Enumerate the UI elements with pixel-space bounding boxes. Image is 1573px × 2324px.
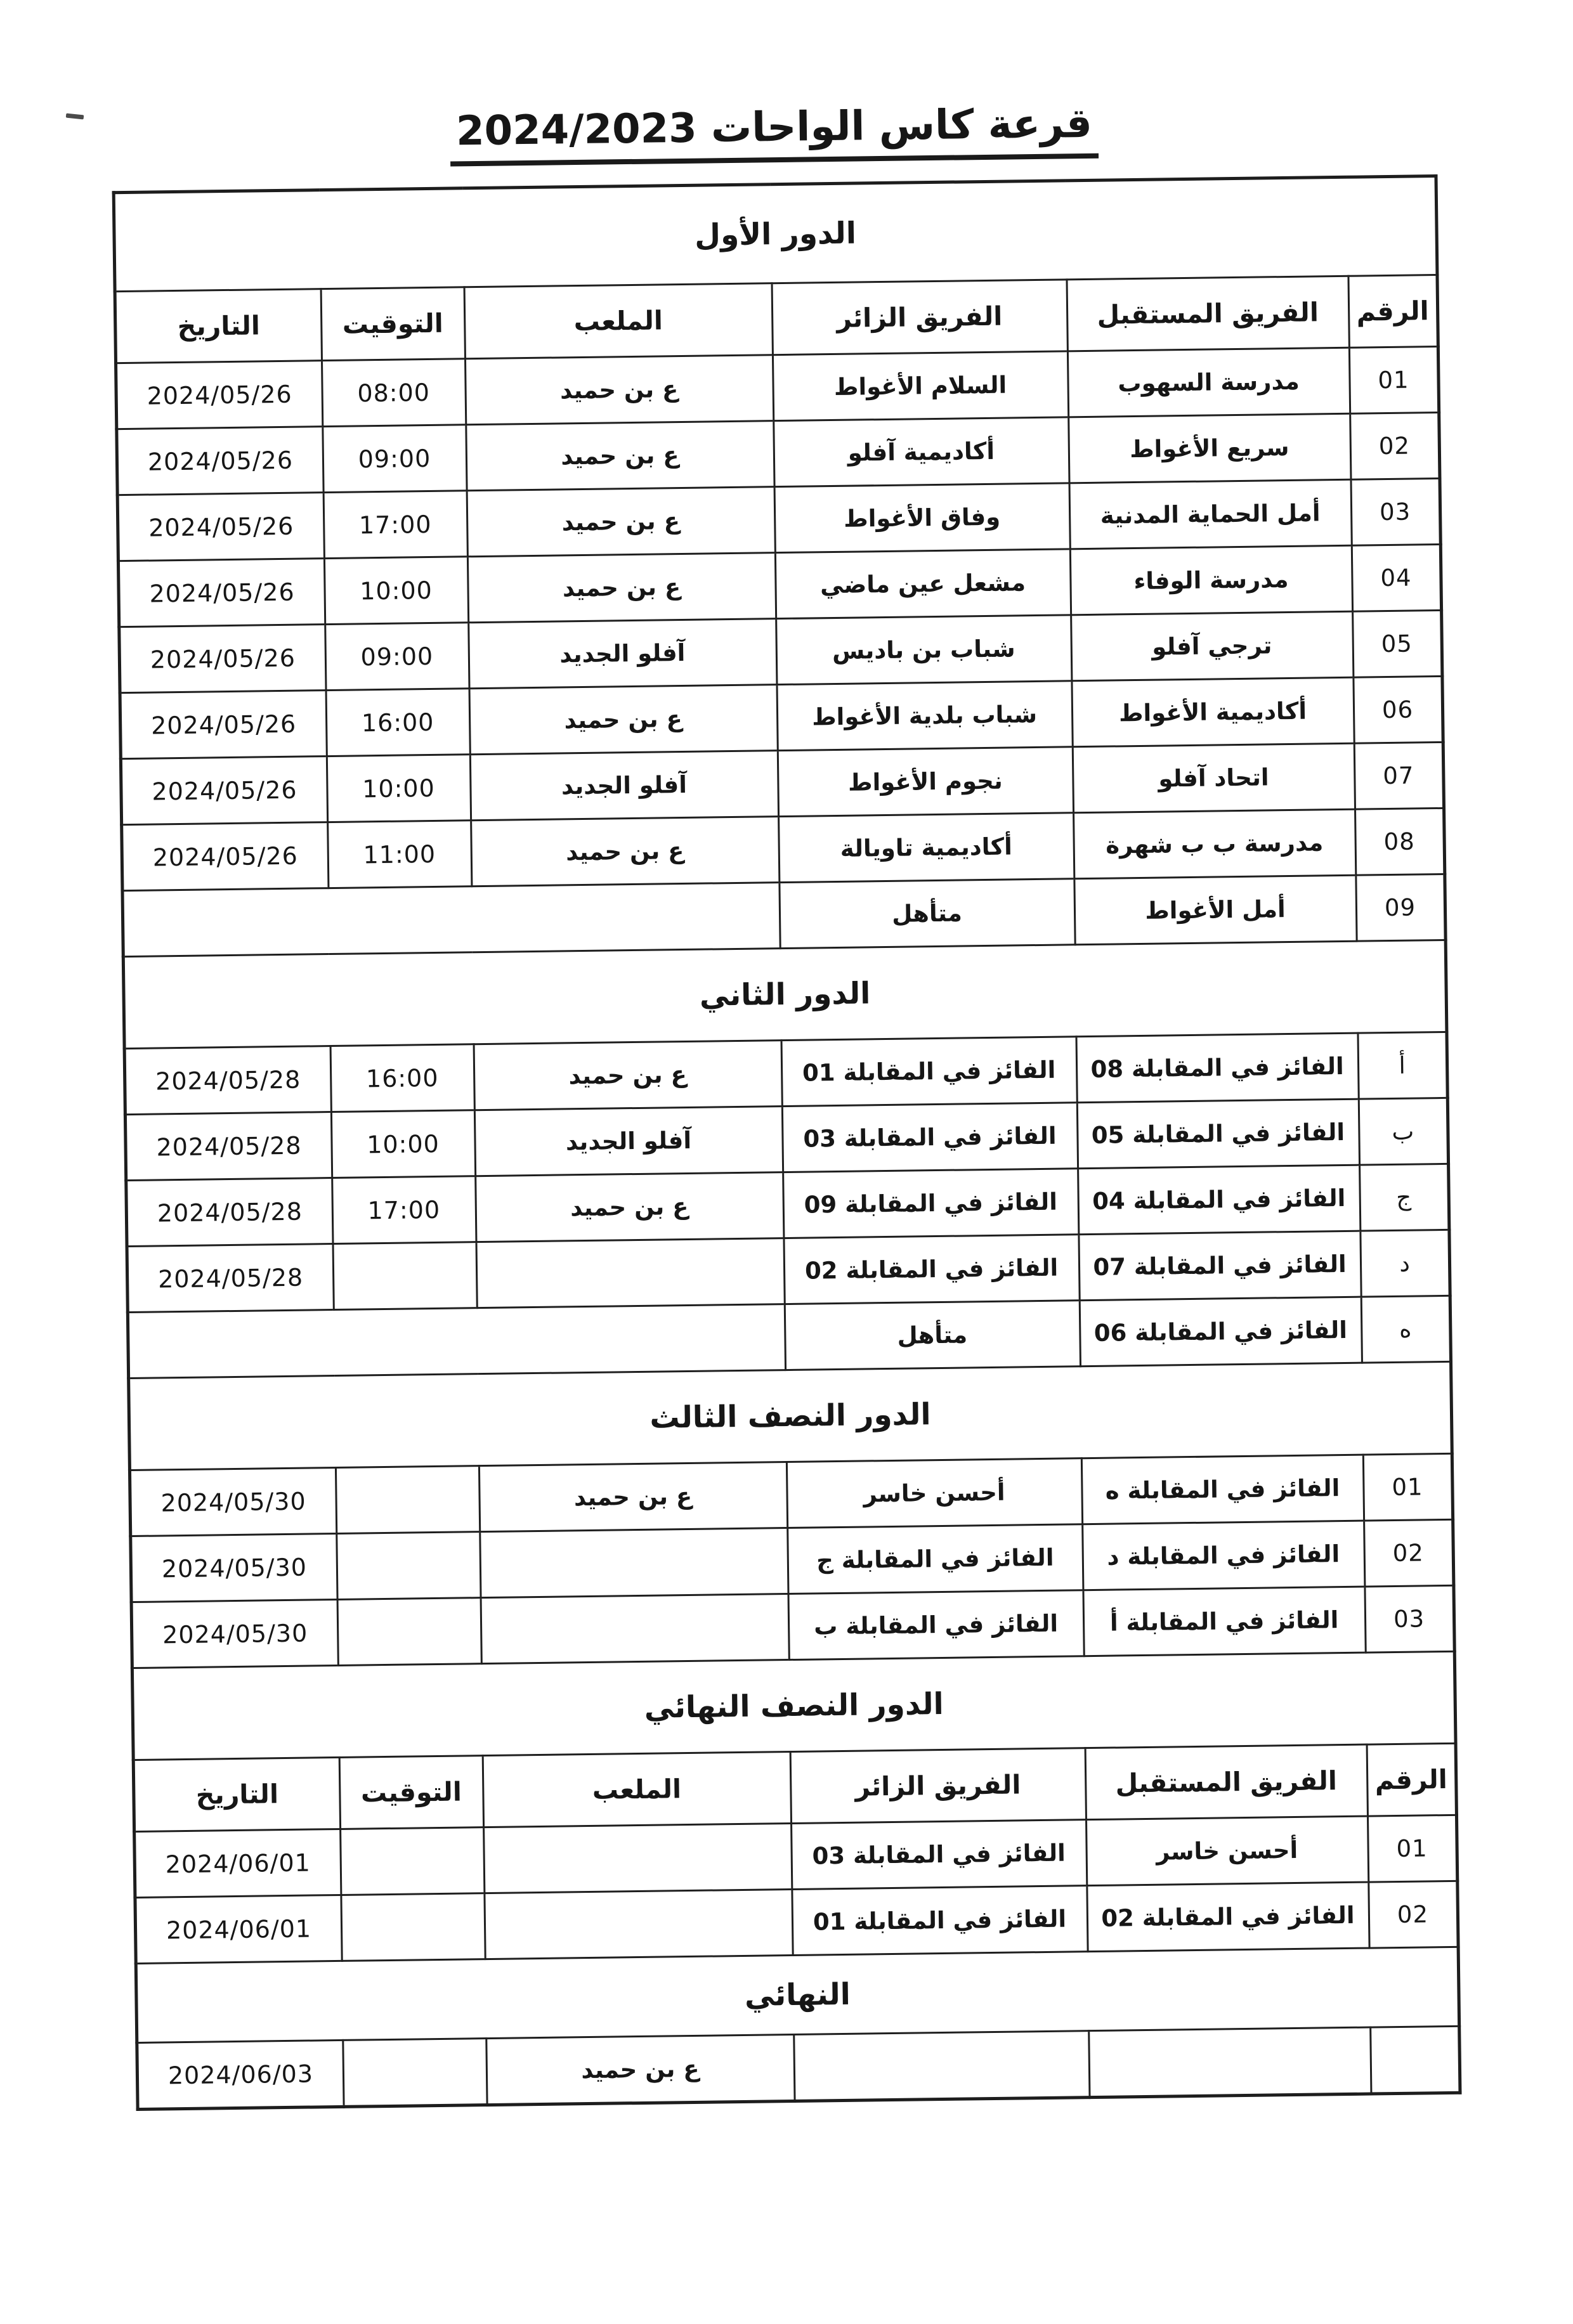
- host-team-cell: الفائز في المقابلة أ: [1083, 1587, 1365, 1656]
- visitor-team-cell: الفائز في المقابلة 03: [791, 1820, 1087, 1890]
- column-header-cell: الفريق الزائر: [772, 280, 1067, 355]
- visitor-team-cell: شباب بن باديس: [776, 615, 1071, 685]
- time-cell: 16:00: [330, 1044, 474, 1112]
- column-header-cell: الملعب: [464, 283, 773, 359]
- time-cell: 09:00: [325, 623, 469, 691]
- time-cell: [333, 1242, 477, 1310]
- time-cell: 09:00: [322, 425, 466, 493]
- visitor-team-cell: السلام الأغواط: [773, 351, 1068, 421]
- time-cell: 08:00: [322, 359, 466, 427]
- section-title-row: [129, 1361, 1452, 1470]
- column-header-cell: التاريخ: [115, 289, 322, 363]
- stadium-cell: ع بن حميد: [474, 1041, 782, 1110]
- stadium-cell: [476, 1238, 784, 1308]
- host-team-cell: مدرسة الوفاء: [1070, 545, 1352, 615]
- section-title: الدور الأول: [114, 176, 1437, 292]
- match-number-cell: 04: [1352, 544, 1441, 611]
- visitor-team-cell: أكاديمية تاويالة: [778, 813, 1074, 883]
- visitor-team-cell: مشعل عين ماضي: [775, 549, 1071, 619]
- visitor-team-cell: شباب بلدية الأغواط: [776, 681, 1072, 751]
- column-header-cell: التوقيت: [339, 1756, 483, 1829]
- time-cell: 17:00: [332, 1176, 476, 1244]
- merged-empty-cell: [128, 1304, 785, 1379]
- date-cell: 2024/05/30: [132, 1599, 338, 1668]
- host-team-cell: الفائز في المقابلة 06: [1080, 1297, 1362, 1366]
- column-header-cell: الفريق المستقبل: [1066, 276, 1348, 351]
- visitor-team-cell: أحسن خاسر: [786, 1458, 1082, 1528]
- section-title: الدور الثاني: [124, 940, 1447, 1048]
- date-cell: 2024/05/26: [122, 822, 328, 891]
- time-cell: 10:00: [331, 1110, 475, 1178]
- match-number-cell: ب: [1359, 1098, 1448, 1165]
- host-team-cell: سريع الأغواط: [1068, 413, 1350, 483]
- column-header-cell: الملعب: [483, 1752, 791, 1827]
- time-cell: 17:00: [323, 491, 467, 559]
- column-header-cell: الفريق المستقبل: [1085, 1744, 1367, 1820]
- date-cell: 2024/05/28: [126, 1112, 332, 1181]
- date-cell: 2024/05/30: [130, 1467, 336, 1536]
- time-cell: [340, 1827, 484, 1895]
- match-number-cell: 01: [1349, 347, 1439, 414]
- host-team-cell: أمل الحماية المدنية: [1069, 479, 1352, 549]
- host-team-cell: اتحاد آفلو: [1073, 743, 1355, 813]
- match-number-cell: 09: [1355, 874, 1445, 941]
- section-title-row: [133, 1651, 1456, 1760]
- match-number-cell: 06: [1353, 676, 1442, 743]
- visitor-team-cell: نجوم الأغواط: [778, 747, 1073, 817]
- stadium-cell: ع بن حميد: [467, 487, 775, 557]
- stadium-cell: ع بن حميد: [467, 553, 776, 623]
- host-team-cell: الفائز في المقابلة 05: [1077, 1099, 1359, 1169]
- host-team-cell: الفائز في المقابلة د: [1082, 1521, 1364, 1590]
- match-number-cell: 01: [1363, 1453, 1452, 1521]
- host-team-cell: الفائز في المقابلة 08: [1076, 1033, 1359, 1103]
- date-cell: 2024/05/26: [119, 625, 325, 693]
- section-title: الدور النصف النهائي: [133, 1651, 1456, 1760]
- match-number-cell: 02: [1364, 1519, 1453, 1587]
- stadium-cell: ع بن حميد: [479, 1462, 787, 1532]
- date-cell: 2024/05/26: [121, 756, 327, 825]
- stadium-cell: [483, 1823, 792, 1893]
- match-number-cell: ج: [1359, 1164, 1449, 1231]
- match-number-cell: 02: [1350, 412, 1439, 479]
- visitor-team-cell: متأهل: [779, 879, 1074, 949]
- host-team-cell: الفائز في المقابلة 07: [1078, 1231, 1361, 1301]
- stadium-cell: ع بن حميد: [486, 2034, 794, 2105]
- match-number-cell: 01: [1367, 1815, 1457, 1882]
- match-number-cell: أ: [1357, 1032, 1447, 1099]
- stadium-cell: [481, 1594, 789, 1664]
- host-team-cell: أكاديمية الأغواط: [1071, 677, 1354, 747]
- visitor-team-cell: الفائز في المقابلة ج: [787, 1524, 1083, 1594]
- visitor-team-cell: وفاق الأغواط: [774, 483, 1070, 553]
- visitor-team-cell: الفائز في المقابلة 01: [781, 1037, 1077, 1107]
- stadium-cell: آفلو الجديد: [474, 1107, 783, 1176]
- match-number-cell: ه: [1361, 1295, 1451, 1363]
- date-cell: 2024/05/26: [121, 691, 327, 759]
- scan-content: [0, 91, 1573, 2113]
- match-number-cell: 03: [1350, 478, 1440, 545]
- stadium-cell: ع بن حميد: [465, 355, 773, 425]
- time-cell: 16:00: [326, 689, 470, 756]
- date-cell: 2024/05/28: [126, 1178, 332, 1247]
- date-cell: 2024/05/28: [127, 1244, 334, 1313]
- section-title: الدور النصف الثالث: [129, 1361, 1452, 1470]
- column-header-cell: الرقم: [1348, 275, 1437, 348]
- host-team-cell: الفائز في المقابلة ه: [1081, 1455, 1364, 1524]
- time-cell: [336, 1466, 480, 1534]
- host-team-cell: الفائز في المقابلة 04: [1078, 1165, 1360, 1235]
- date-cell: 2024/05/28: [125, 1046, 331, 1115]
- column-header-cell: التاريخ: [134, 1757, 340, 1831]
- host-team-cell: مدرسة السهوب: [1067, 347, 1350, 417]
- time-cell: 10:00: [327, 755, 471, 822]
- visitor-team-cell: الفائز في المقابلة 01: [792, 1886, 1087, 1956]
- match-number-cell: 02: [1368, 1881, 1458, 1948]
- stadium-cell: آفلو الجديد: [468, 619, 776, 689]
- page-title-text: قرعة كاس الواحات 2024/2023: [450, 100, 1099, 167]
- stadium-cell: [484, 1889, 792, 1959]
- visitor-team-cell: الفائز في المقابلة 09: [783, 1169, 1078, 1238]
- host-team-cell: الفائز في المقابلة 02: [1087, 1882, 1369, 1952]
- stadium-cell: ع بن حميد: [469, 685, 778, 755]
- host-team-cell: أحسن خاسر: [1086, 1816, 1368, 1886]
- date-cell: 2024/05/26: [119, 559, 325, 627]
- page-title: [0, 91, 1561, 165]
- match-number-cell: 08: [1355, 808, 1444, 875]
- time-cell: [336, 1532, 480, 1600]
- scanned-document-page: [0, 100, 1573, 2324]
- visitor-team-cell: الفائز في المقابلة 02: [783, 1235, 1079, 1304]
- merged-empty-cell: [122, 883, 780, 957]
- visitor-team-cell: أكاديمية آفلو: [773, 417, 1069, 487]
- section-title-row: [114, 176, 1437, 292]
- date-cell: 2024/05/26: [117, 427, 323, 495]
- section-title-row: [124, 940, 1447, 1048]
- date-cell: 2024/06/03: [137, 2040, 343, 2109]
- schedule-table-body: [114, 176, 1460, 2110]
- date-cell: 2024/06/01: [134, 1829, 341, 1897]
- column-header-cell: التوقيت: [321, 287, 465, 361]
- time-cell: 11:00: [327, 821, 471, 888]
- date-cell: 2024/05/26: [116, 361, 322, 429]
- tournament-draw-table: [112, 174, 1461, 2111]
- stadium-cell: ع بن حميد: [475, 1172, 783, 1242]
- stadium-cell: ع بن حميد: [471, 817, 779, 886]
- host-team-cell: ترجي آفلو: [1071, 611, 1353, 681]
- host-team-cell: [1088, 2027, 1371, 2098]
- time-cell: [337, 1598, 481, 1666]
- match-number-cell: 03: [1364, 1585, 1454, 1652]
- date-cell: 2024/05/26: [118, 493, 324, 561]
- host-team-cell: أمل الأغواط: [1074, 875, 1356, 945]
- match-number-cell: 07: [1354, 742, 1444, 809]
- match-number-cell: [1370, 2026, 1459, 2094]
- time-cell: [341, 1893, 485, 1961]
- date-cell: 2024/05/30: [131, 1533, 337, 1602]
- stadium-cell: ع بن حميد: [466, 421, 774, 491]
- column-header-cell: الرقم: [1367, 1743, 1456, 1816]
- visitor-team-cell: الفائز في المقابلة ب: [788, 1590, 1084, 1660]
- date-cell: 2024/06/01: [135, 1895, 341, 1963]
- stadium-cell: [480, 1528, 788, 1598]
- host-team-cell: مدرسة ب ب شهرة: [1073, 809, 1355, 879]
- visitor-team-cell: متأهل: [785, 1301, 1080, 1370]
- match-number-cell: 05: [1352, 610, 1442, 677]
- time-cell: [343, 2039, 486, 2107]
- column-header-cell: الفريق الزائر: [790, 1748, 1086, 1824]
- visitor-team-cell: الفائز في المقابلة 03: [782, 1103, 1078, 1172]
- section-title: النهائي: [136, 1947, 1459, 2042]
- match-number-cell: د: [1360, 1230, 1449, 1297]
- time-cell: 10:00: [324, 557, 468, 625]
- visitor-team-cell: [793, 2031, 1089, 2101]
- stadium-cell: آفلو الجديد: [470, 751, 778, 821]
